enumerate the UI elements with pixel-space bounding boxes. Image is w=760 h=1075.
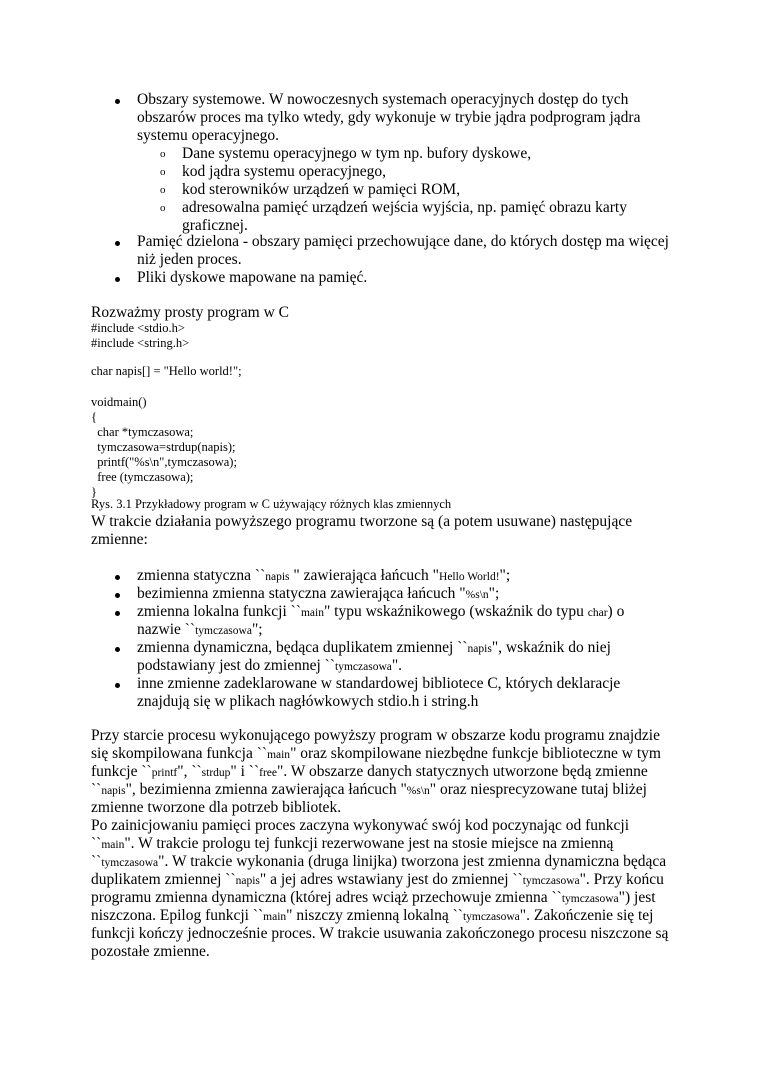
code-line: voidmain(): [91, 395, 147, 409]
code-line: free (tymczasowa);: [91, 470, 194, 484]
list-item: zmienna dynamiczna, będąca duplikatem zmiennej ``napis", wskaźnik do niej: [137, 639, 611, 656]
paragraph-line: funkcje ``printf", ``strdup" i ``free". W obszarze danych statycznych utworzone będą zmienne: [91, 763, 648, 780]
sublist-item: adresowalna pamięć urządzeń wejścia wyjścia, np. pamięć obrazu karty: [182, 199, 627, 216]
paragraph-line: ``napis", bezimienna zmienna zawierająca łańcuch "%s\n" oraz niesprecyzowane tutaj bliżej: [91, 781, 647, 798]
circle-bullet-icon: o: [160, 166, 166, 178]
paragraph-line: zmienne tworzone dla potrzeb bibliotek.: [91, 799, 342, 816]
list-item: podstawiany jest do zmiennej ``tymczasowa".: [137, 657, 403, 674]
bullet-icon: [115, 611, 120, 616]
bullet-icon: [115, 277, 120, 282]
circle-bullet-icon: o: [160, 202, 166, 214]
paragraph-line: ``tymczasowa". W trakcie wykonania (druga linijka) tworzona jest zmienna dynamiczna będąca: [91, 853, 667, 870]
code-line: #include <stdio.h>: [91, 321, 185, 335]
circle-bullet-icon: o: [160, 184, 166, 196]
sublist-item: kod sterowników urządzeń w pamięci ROM,: [182, 181, 461, 198]
circle-bullet-icon: o: [160, 148, 166, 160]
list-item-line: systemu operacyjnego.: [137, 127, 280, 144]
bullet-icon: [115, 683, 120, 688]
bullet-icon: [115, 241, 120, 246]
code-line: #include <string.h>: [91, 336, 190, 350]
paragraph-line: pozostałe zmienne.: [91, 943, 210, 960]
paragraph-line: Po zainicjowaniu pamięci proces zaczyna wykonywać swój kod poczynając od funkcji: [91, 817, 630, 834]
intro-line: W trakcie działania powyższego programu tworzone są (a potem usuwane) następujące: [91, 513, 633, 530]
list-item-line: Pamięć dzielona - obszary pamięci przechowujące dane, do których dostęp ma więcej: [137, 233, 669, 250]
sublist-item: kod jądra systemu operacyjnego,: [182, 163, 387, 180]
paragraph-line: się skompilowana funkcja ``main" oraz skompilowane niezbędne funkcje biblioteczne w tym: [91, 745, 661, 762]
paragraph-line: programu zmienna dynamiczna (której adres wciąż przechowuje zmienna ``tymczasowa") jest: [91, 889, 656, 906]
list-item: inne zmienne zadeklarowane w standardowej bibliotece C, których deklaracje: [137, 675, 621, 692]
code-line: tymczasowa=strdup(napis);: [91, 440, 236, 454]
section-heading: Rozważmy prosty program w C: [91, 304, 290, 321]
code-line: char napis[] = "Hello world!";: [91, 364, 242, 378]
list-item: zmienna statyczna ``napis " zawierająca łańcuch "Hello World!";: [137, 567, 511, 584]
bullet-icon: [115, 593, 120, 598]
figure-caption: Rys. 3.1 Przykładowy program w C używający różnych klas zmiennych: [91, 497, 452, 511]
bullet-icon: [115, 99, 120, 104]
sublist-item: graficznej.: [182, 217, 248, 234]
paragraph-line: Przy starcie procesu wykonującego powyższy program w obszarze kodu programu znajdzie: [91, 727, 660, 744]
code-line: printf("%s\n",tymczasowa);: [91, 455, 237, 469]
code-line: }: [91, 485, 97, 499]
list-item: znajdują się w plikach nagłówkowych stdio.h i string.h: [137, 693, 479, 710]
bullet-icon: [115, 575, 120, 580]
list-item-line: Obszary systemowe. W nowoczesnych systemach operacyjnych dostęp do tych: [137, 91, 629, 108]
list-item-line: obszarów proces ma tylko wtedy, gdy wykonuje w trybie jądra podprogram jądra: [137, 109, 641, 126]
bullet-icon: [115, 647, 120, 652]
list-item: bezimienna zmienna statyczna zawierająca łańcuch "%s\n";: [137, 585, 500, 602]
sublist-item: Dane systemu operacyjnego w tym np. bufory dyskowe,: [182, 145, 532, 162]
paragraph-line: duplikatem zmiennej ``napis" a jej adres wstawiany jest do zmiennej ``tymczasowa". Przy końcu: [91, 871, 664, 888]
list-item-line: Pliki dyskowe mapowane na pamięć.: [137, 269, 368, 286]
list-item-line: niż jeden proces.: [137, 251, 242, 268]
paragraph-line: funkcji kończy jednocześnie proces. W trakcie usuwania zakończonego procesu niszczone są: [91, 925, 669, 942]
paragraph-line: ``main". W trakcie prologu tej funkcji rezerwowane jest na stosie miejsce na zmienną: [91, 835, 614, 852]
code-line: char *tymczasowa;: [91, 425, 194, 439]
code-line: {: [91, 410, 97, 424]
list-item: nazwie ``tymczasowa";: [137, 621, 263, 638]
list-item: zmienna lokalna funkcji ``main" typu wskaźnikowego (wskaźnik do typu char) o: [137, 603, 625, 620]
intro-line: zmienne:: [91, 531, 148, 548]
paragraph-line: niszczona. Epilog funkcji ``main" niszczy zmienną lokalną ``tymczasowa". Zakończenie się tej: [91, 907, 654, 924]
